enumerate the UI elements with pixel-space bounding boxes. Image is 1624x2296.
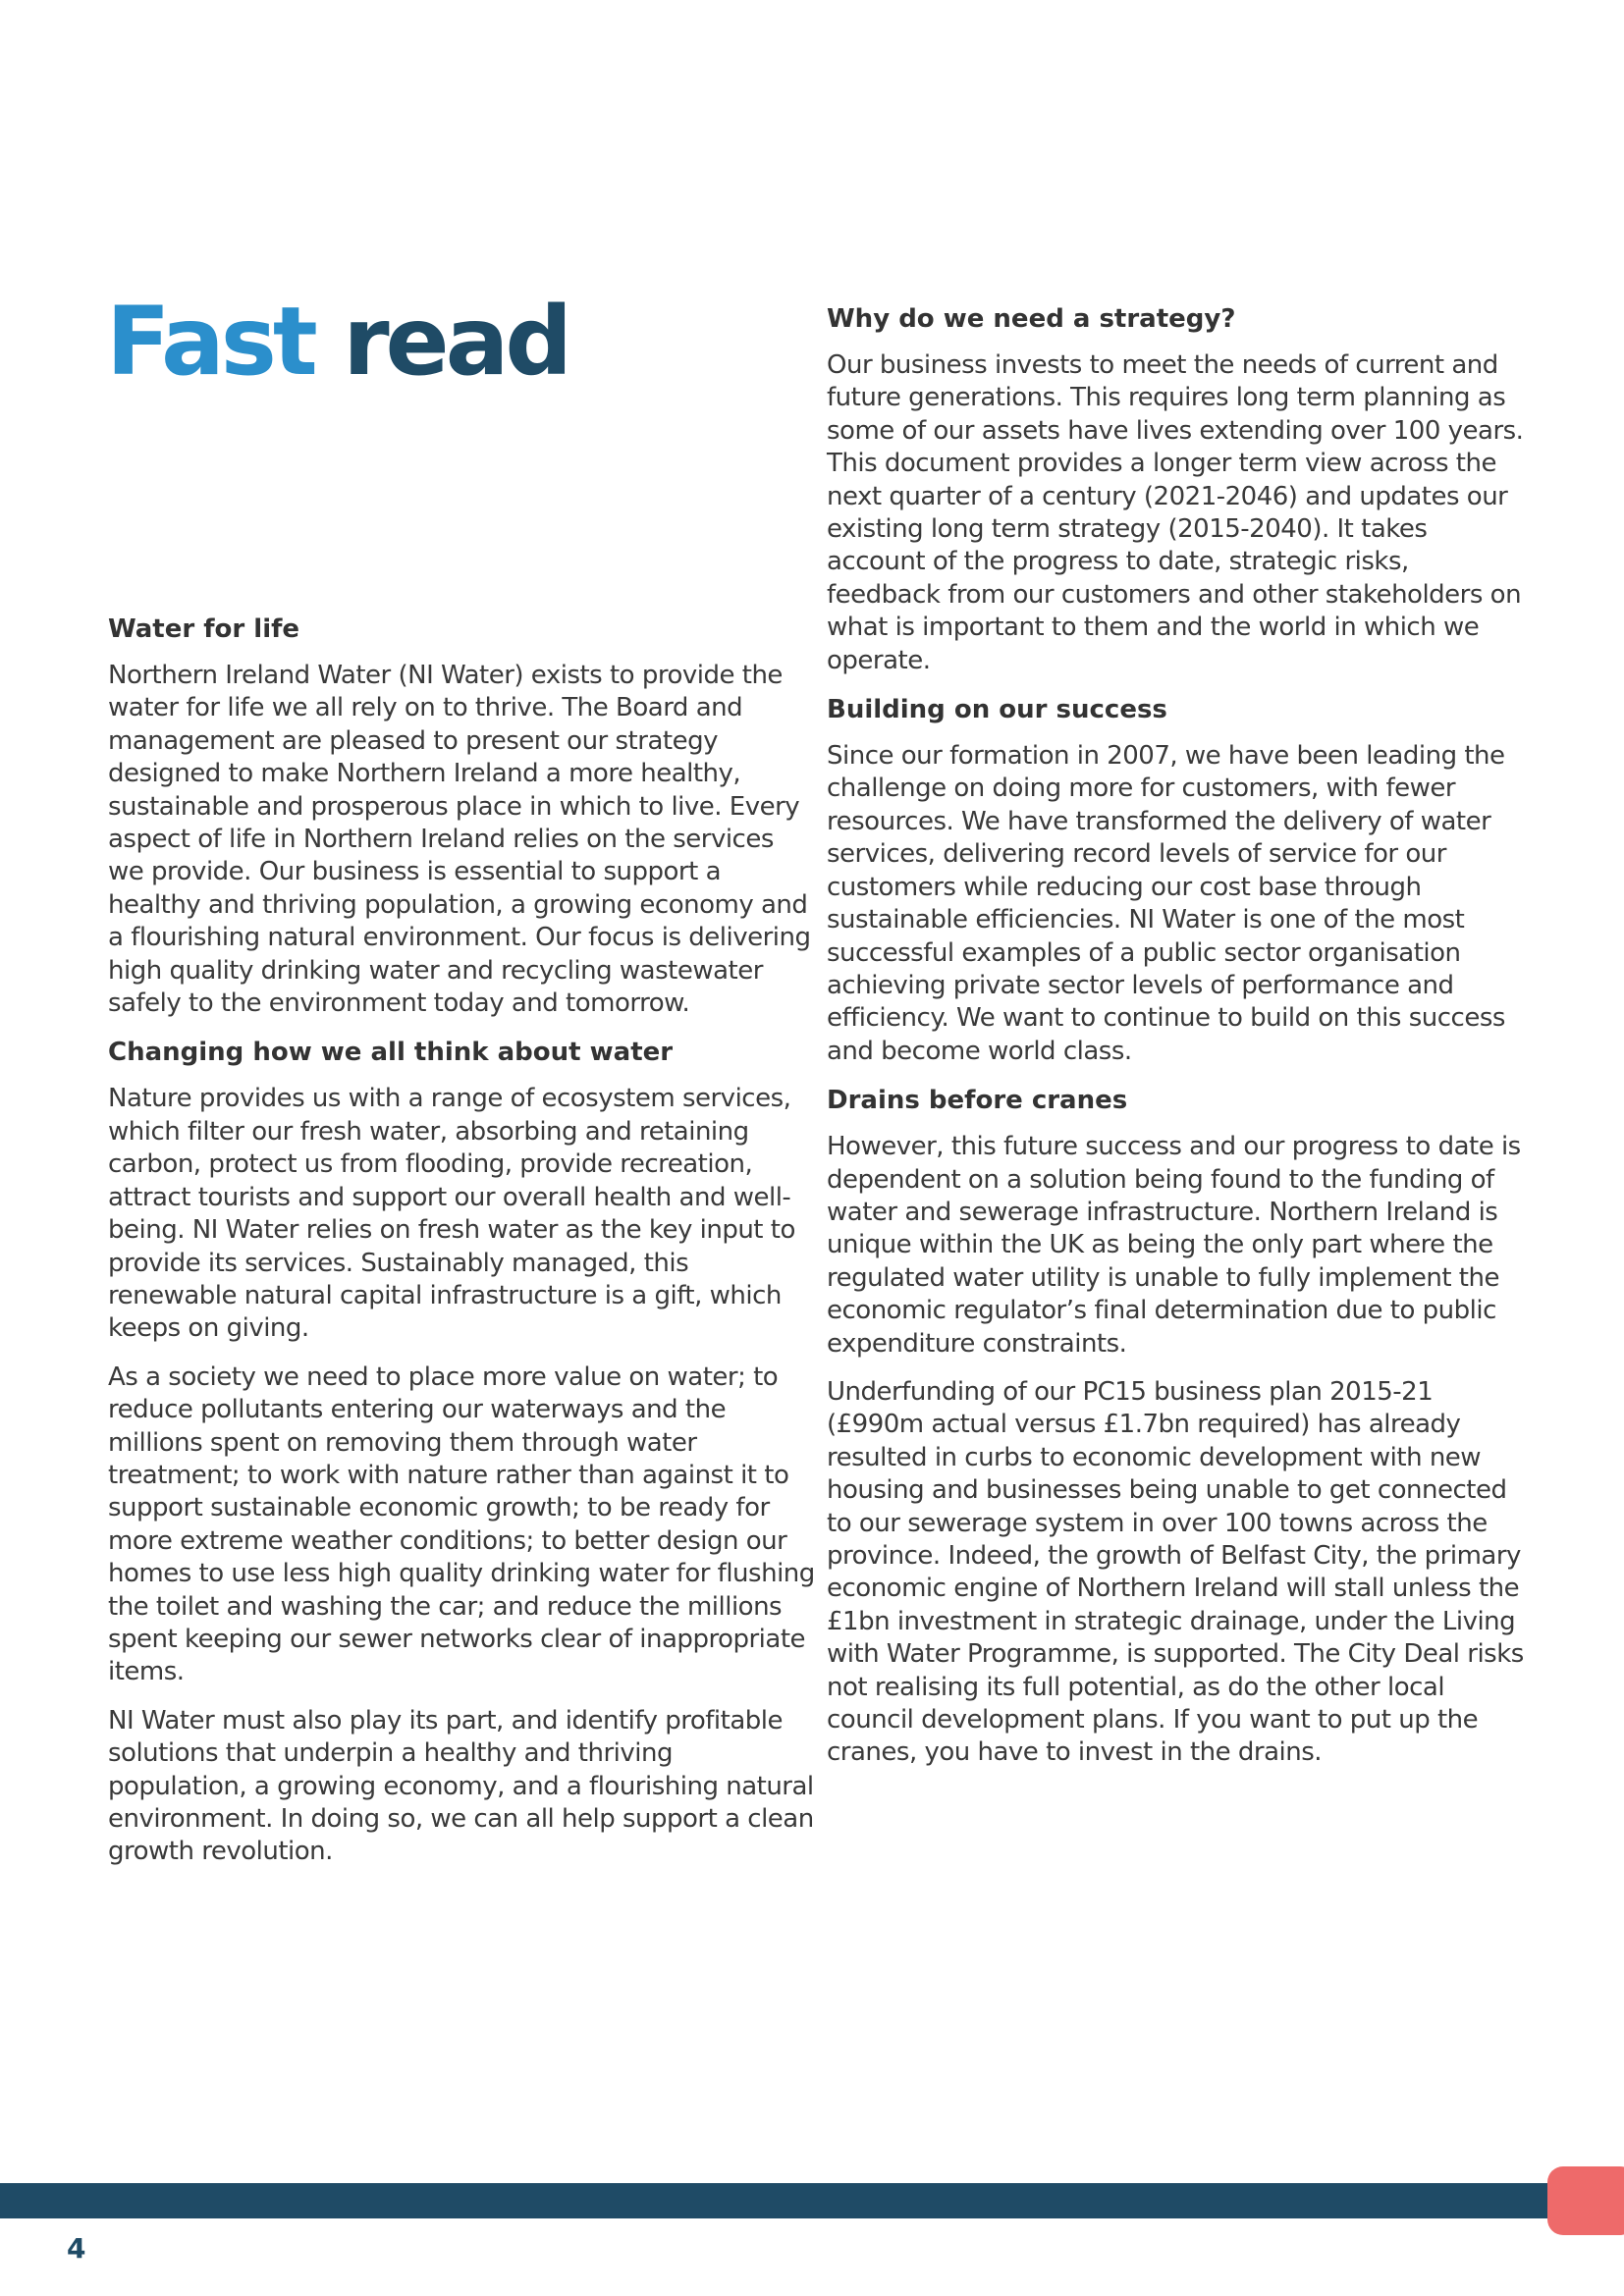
paragraph-funding-solution: However, this future success and our progress to date is dependent on a solution being found to the funding of water and sewerage infrastructure. Northern Ireland is unique within the UK as being the only part where the regulated water utility is unable to fully implement the economic regulator’s final determination due to public expenditure constraints. xyxy=(827,1132,1521,1359)
paragraph-water-for-life: Northern Ireland Water (NI Water) exists to provide the water for life we all rely on to thrive. The Board and management are pleased to present our strategy designed to make Northern Ireland a more healthy, sustainable and prosperous place in which to live. Every aspect of life in Northern Ireland relies on the services we provide. Our business is essential to support a healthy and thriving population, a growing economy and a flourishing natural environment. Our focus is delivering high quality drinking water and recycling wastewater safely to the environment today and tomorrow. xyxy=(108,661,811,1019)
left-column xyxy=(108,613,815,1885)
page-title xyxy=(106,287,569,397)
footer-bar xyxy=(0,2183,1624,2218)
paragraph-ni-water-role: NI Water must also play its part, and identify profitable solutions that underpin a healthy and thriving population, a growing economy, and a flourishing natural environment. In doing so, we can all help support a clean growth revolution. xyxy=(108,1705,814,1867)
paragraph-underfunding: Underfunding of our PC15 business plan 2015-21 (£990m actual versus £1.7bn required) has already resulted in curbs to economic development with new housing and businesses being unable to get connected to our sewerage system in over 100 towns across the province. Indeed, the growth of Belfast City, the primary economic engine of Northern Ireland will stall unless the £1bn investment in strategic drainage, under the Living with Water Programme, is supported. The City Deal risks not realising its full potential, as do the other local council development plans. If you want to put up the cranes, you have to invest in the drains. xyxy=(827,1376,1524,1768)
title-word-read: read xyxy=(343,287,569,397)
right-column xyxy=(827,302,1524,1786)
heading-building-success: Building on our success xyxy=(827,695,1167,725)
heading-drains-before-cranes: Drains before cranes xyxy=(827,1086,1128,1116)
paragraph-building-success: Since our formation in 2007, we have been leading the challenge on doing more for customers, with fewer resources. We have transformed the delivery of water services, delivering record levels of service for our customers while reducing our cost base through sustainable efficiencies. NI Water is one of the most successful examples of a public sector organisation achieving private sector levels of performance and efficiency. We want to continue to build on this success and become world class. xyxy=(827,741,1505,1066)
paragraph-ecosystem-services: Nature provides us with a range of ecosystem services, which filter our fresh water, absorbing and retaining carbon, protect us from flooding, provide recreation, attract tourists and support our overall health and well-being. NI Water relies on fresh water as the key input to provide its services. Sustainably managed, this renewable natural capital infrastructure is a gift, which keeps on giving. xyxy=(108,1084,795,1344)
footer-tab-shape xyxy=(1547,2166,1624,2235)
paragraph-why-strategy: Our business invests to meet the needs of current and future generations. This requires long term planning as some of our assets have lives extending over 100 years. This document provides a longer term view across the next quarter of a century (2021-2046) and updates our existing long term strategy (2015-2040). It takes account of the progress to date, strategic risks, feedback from our customers and other stakeholders on what is important to them and the world in which we operate. xyxy=(827,350,1524,675)
heading-water-for-life: Water for life xyxy=(108,614,300,644)
heading-changing-how-we-think: Changing how we all think about water xyxy=(108,1038,674,1068)
page-number: 4 xyxy=(67,2232,86,2265)
heading-why-strategy: Why do we need a strategy? xyxy=(827,304,1236,334)
paragraph-society-value-water: As a society we need to place more value on water; to reduce pollutants entering our waterways and the millions spent on removing them through water treatment; to work with nature rather than against it to support sustainable economic growth; to be ready for more extreme weather conditions; to better design our homes to use less high quality drinking water for flushing the toilet and washing the car; and reduce the millions spent keeping our sewer networks clear of inappropriate items. xyxy=(108,1362,815,1687)
title-word-fast: Fast xyxy=(106,287,314,397)
